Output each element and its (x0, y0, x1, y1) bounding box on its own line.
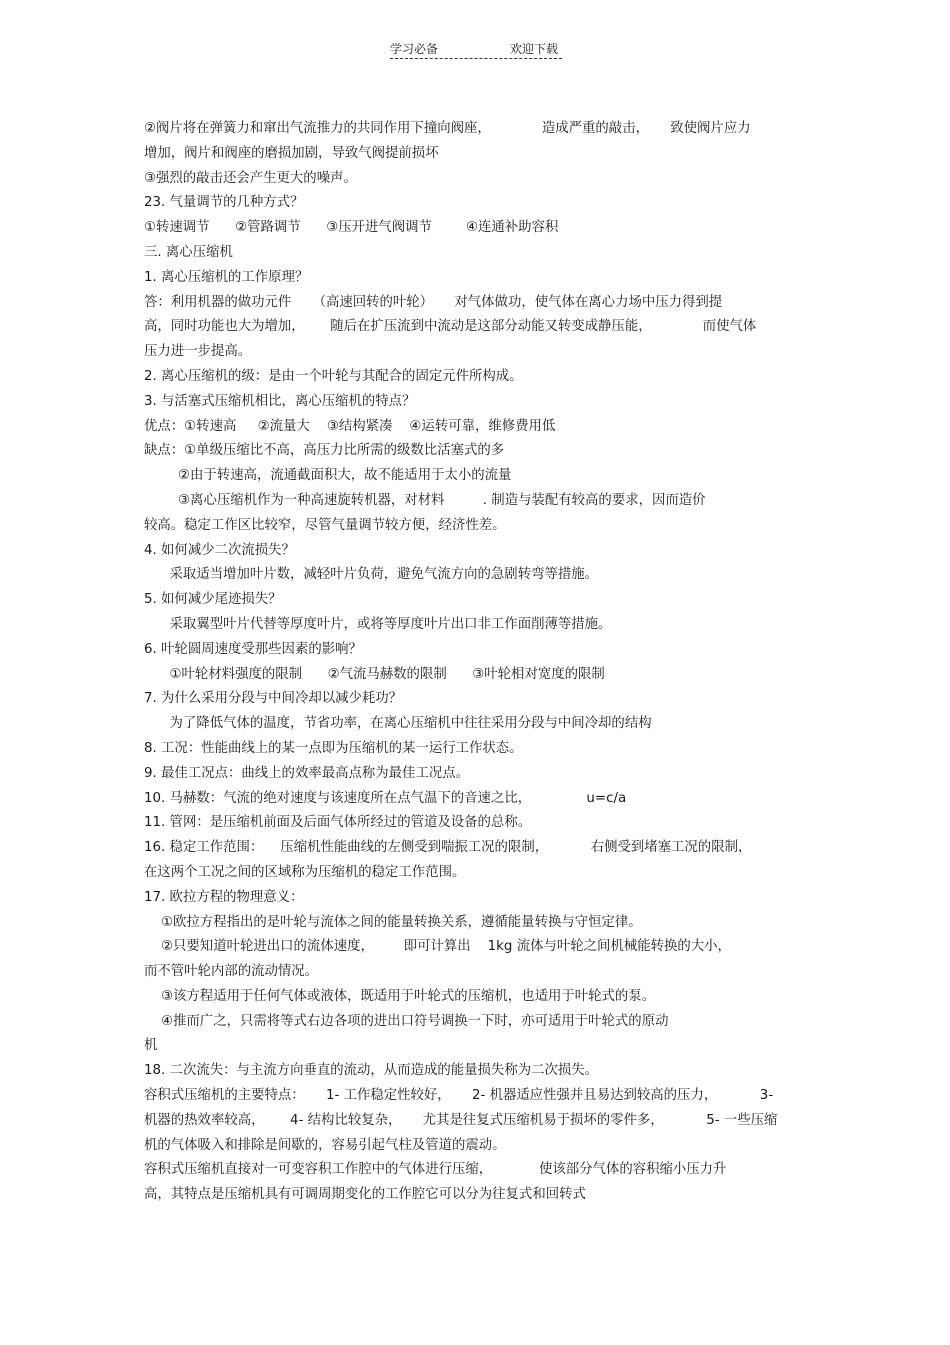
text-line: 缺点：①单级压缩比不高，高压力比所需的级数比活塞式的多 (144, 443, 505, 459)
text-line: 2. 离心压缩机的级：是由一个叶轮与其配合的固定元件所构成。 (144, 368, 523, 384)
text-line: 16. 稳定工作范围： 压缩机性能曲线的左侧受到喘振工况的限制， 右侧受到堵塞工况的限制， (144, 840, 752, 856)
text-line: 答：利用机器的做功元件 （高速回转的叶轮） 对气体做功，使气体在离心力场中压力得到提 (144, 294, 723, 310)
text-line: 压力进一步提高。 (144, 344, 252, 360)
text-line: ④推而广之，只需将等式右边各项的进出口符号调换一下时，亦可适用于叶轮式的原动 (144, 1013, 669, 1029)
text-line: 机的气体吸入和排除是间歇的，容易引起气柱及管道的震动。 (144, 1137, 506, 1153)
text-line: 在这两个工况之间的区域称为压缩机的稳定工作范围。 (144, 864, 466, 880)
text-line: 优点：①转速高 ②流量大 ③结构紧凑 ④运转可靠，维修费用低 (144, 418, 556, 434)
text-line: ①叶轮材料强度的限制 ②气流马赫数的限制 ③叶轮相对宽度的限制 (144, 666, 605, 682)
text-line: ①欧拉方程指出的是叶轮与流体之间的能量转换关系，遵循能量转换与守恒定律。 (144, 914, 642, 930)
header-right-text: 欢迎下载 (509, 42, 558, 56)
text-line: ③该方程适用于任何气体或液体，既适用于叶轮式的压缩机，也适用于叶轮式的泵。 (144, 988, 656, 1004)
document-body (144, 117, 809, 1208)
text-line: 18. 二次流失：与主流方向垂直的流动，从而造成的能量损失称为二次损失。 (144, 1063, 599, 1079)
text-line: 机 (144, 1038, 158, 1054)
text-line: ②只要知道叶轮进出口的流体速度， 即可计算出 1kg 流体与叶轮之间机械能转换的大小， (144, 939, 731, 955)
text-line: 机器的热效率较高， 4- 结构比较复杂， 尤其是往复式压缩机易于损坏的零件多， 5- 一些压缩 (144, 1112, 778, 1128)
page-header (390, 38, 562, 59)
text-line: 3. 与活塞式压缩机相比，离心压缩机的特点？ (144, 393, 416, 409)
header-left-text: 学习必备 (390, 42, 439, 56)
text-line: 8. 工况：性能曲线上的某一点即为压缩机的某一运行工作状态。 (144, 740, 523, 756)
text-line: 17. 欧拉方程的物理意义： (144, 889, 304, 905)
text-line: 1. 离心压缩机的工作原理？ (144, 269, 309, 285)
text-line: ②由于转速高，流通截面积大，故不能适用于太小的流量 (144, 468, 512, 484)
text-line: 4. 如何减少二次流损失？ (144, 542, 295, 558)
text-line: 较高。稳定工作区比较窄，尽管气量调节较方便，经济性差。 (144, 517, 506, 533)
text-line: ③强烈的敲击还会产生更大的噪声。 (144, 170, 357, 186)
text-line: 三. 离心压缩机 (144, 244, 233, 260)
text-line: ②阀片将在弹簧力和窜出气流推力的共同作用下撞向阀座， 造成严重的敲击， 致使阀片应力 (144, 121, 751, 136)
text-line: 9. 最佳工况点：曲线上的效率最高点称为最佳工况点。 (144, 765, 470, 781)
text-line: 6. 叶轮圆周速度受那些因素的影响？ (144, 641, 362, 657)
text-line: 采取适当增加叶片数，减轻叶片负荷，避免气流方向的急剧转弯等措施。 (144, 567, 599, 583)
text-line: 采取翼型叶片代替等厚度叶片，或将等厚度叶片出口非工作面削薄等措施。 (144, 616, 612, 632)
text-line: 为了降低气体的温度，节省功率，在离心压缩机中往往采用分段与中间冷却的结构 (144, 716, 652, 732)
text-line: 容积式压缩机的主要特点： 1- 工作稳定性较好， 2- 机器适应性强并且易达到较高的压力， 3- (144, 1088, 774, 1104)
text-line: 10. 马赫数：气流的绝对速度与该速度所在点气温下的音速之比， u=c/a (144, 790, 627, 806)
text-line: ③离心压缩机作为一种高速旋转机器，对材料 . 制造与装配有较高的要求，因而造价 (144, 492, 706, 508)
text-line: 7. 为什么采用分段与中间冷却以减少耗功？ (144, 691, 403, 707)
text-line: 23. 气量调节的几种方式？ (144, 195, 304, 211)
text-line: 而不管叶轮内部的流动情况。 (144, 964, 319, 980)
text-line: ①转速调节 ②管路调节 ③压开进气阀调节 ④连通补助容积 (144, 220, 559, 236)
text-line: 增加，阀片和阀座的磨损加剧，导致气阀提前损坏 (144, 145, 439, 161)
text-line: 容积式压缩机直接对一可变容积工作腔中的气体进行压缩， 使该部分气体的容积缩小压力升 (144, 1162, 727, 1178)
text-line: 5. 如何减少尾迹损失？ (144, 592, 282, 608)
text-line: 11. 管网：是压缩机前面及后面气体所经过的管道及设备的总称。 (144, 815, 532, 831)
text-line: 高，同时功能也大为增加， 随后在扩压流到中流动是这部分动能又转变成静压能， 而使气体 (144, 319, 757, 335)
text-line: 高，其特点是压缩机具有可调周期变化的工作腔它可以分为往复式和回转式 (144, 1187, 586, 1203)
